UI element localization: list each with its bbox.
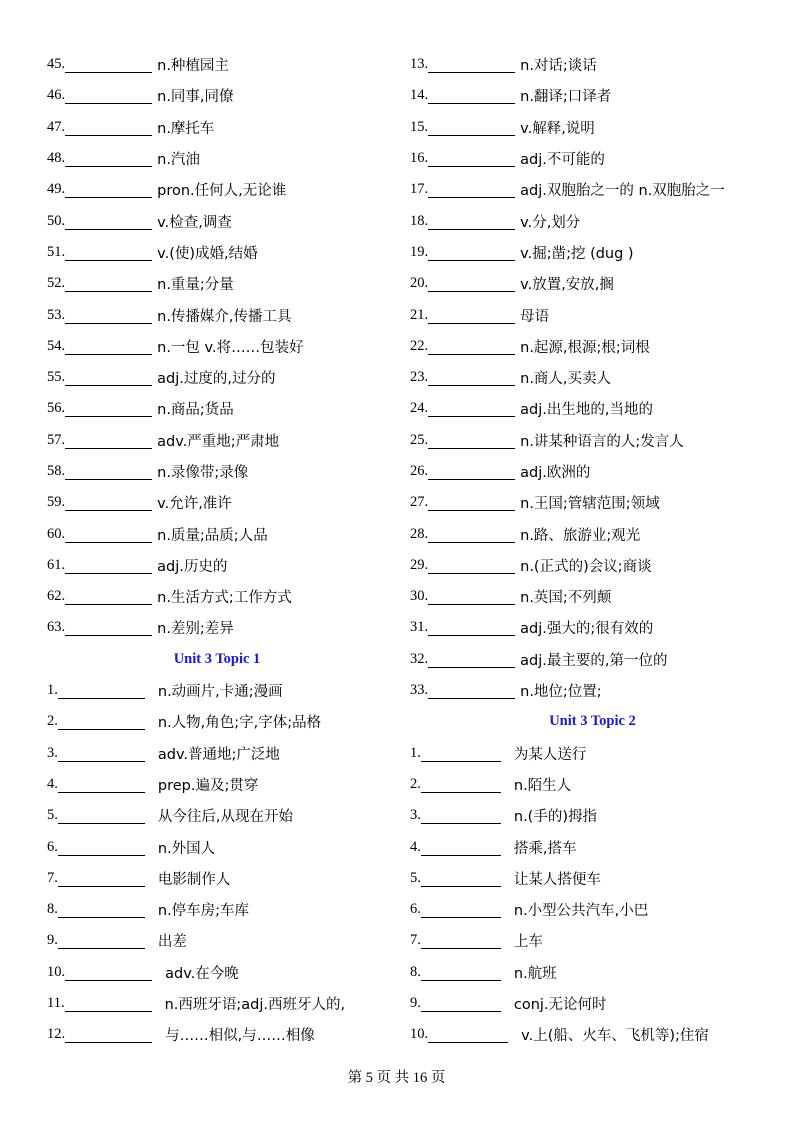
answer-blank[interactable]: [428, 307, 515, 324]
item-number: 14.: [410, 87, 429, 104]
answer-blank[interactable]: [65, 432, 152, 449]
answer-blank[interactable]: [58, 682, 145, 699]
answer-blank[interactable]: [421, 807, 501, 824]
vocab-row: [410, 612, 780, 643]
answer-blank[interactable]: [58, 776, 145, 793]
vocab-row: [47, 863, 397, 894]
item-definition: adj.过度的,过分的: [157, 371, 276, 388]
vocab-row: [410, 1019, 780, 1050]
item-number: 6.: [410, 901, 421, 918]
item-number: 5.: [47, 807, 58, 824]
vocab-row: [410, 863, 780, 894]
item-number: 53.: [47, 306, 66, 323]
vocab-row: [410, 675, 780, 706]
left-column: [47, 49, 397, 1051]
vocab-row: [410, 393, 780, 424]
item-number: 60.: [47, 525, 66, 542]
answer-blank[interactable]: [428, 338, 515, 355]
item-number: 8.: [47, 901, 58, 918]
vocab-row: [47, 800, 397, 831]
vocab-row: [410, 988, 780, 1019]
vocab-row: [410, 487, 780, 518]
vocab-row: [47, 205, 397, 236]
vocab-row: [410, 769, 780, 800]
answer-blank[interactable]: [65, 588, 152, 605]
item-number: 28.: [410, 525, 429, 542]
answer-blank[interactable]: [428, 275, 515, 292]
answer-blank[interactable]: [428, 369, 515, 386]
answer-blank[interactable]: [421, 839, 501, 856]
vocab-row: [410, 425, 780, 456]
item-definition: conj.无论何时: [513, 997, 607, 1014]
answer-blank[interactable]: [65, 557, 152, 574]
vocab-row: [410, 49, 780, 80]
vocab-row: [410, 237, 780, 268]
item-definition: v.掘;凿;挖 (dug ): [520, 245, 634, 262]
answer-blank[interactable]: [421, 745, 501, 762]
item-definition: 从今往后,从现在开始: [157, 809, 293, 826]
answer-blank[interactable]: [65, 1026, 152, 1043]
item-definition: v.解释,说明: [520, 120, 595, 137]
answer-blank[interactable]: [65, 87, 152, 104]
item-number: 22.: [410, 337, 429, 354]
answer-blank[interactable]: [58, 932, 145, 949]
answer-blank[interactable]: [65, 56, 152, 73]
answer-blank[interactable]: [65, 338, 152, 355]
item-definition: n.同事,同僚: [157, 89, 234, 106]
item-definition: adj.最主要的,第一位的: [520, 652, 668, 669]
answer-blank[interactable]: [58, 901, 145, 918]
answer-blank[interactable]: [65, 526, 152, 543]
item-number: 52.: [47, 275, 66, 292]
answer-blank[interactable]: [428, 588, 515, 605]
item-definition: n.人物,角色;字,字体;品格: [157, 715, 322, 732]
answer-blank[interactable]: [428, 526, 515, 543]
item-number: 7.: [47, 869, 58, 886]
item-definition: n.汽油: [157, 152, 200, 169]
item-number: 56.: [47, 400, 66, 417]
vocab-row: [47, 331, 397, 362]
vocab-row: [410, 550, 780, 581]
answer-blank[interactable]: [428, 1026, 508, 1043]
item-number: 26.: [410, 463, 429, 479]
right-list-a: [410, 49, 780, 706]
item-definition: adv.严重地;严肃地: [157, 433, 280, 450]
vocab-row: [410, 268, 780, 299]
item-number: 4.: [47, 775, 58, 792]
vocab-row: [47, 174, 397, 205]
item-number: 58.: [47, 463, 66, 479]
item-number: 6.: [47, 838, 58, 855]
item-number: 8.: [410, 963, 421, 980]
right-column: [410, 49, 780, 1051]
item-number: 48.: [47, 150, 66, 167]
item-definition: adj.出生地的,当地的: [520, 402, 653, 419]
vocab-row: [47, 268, 397, 299]
answer-blank[interactable]: [421, 870, 501, 887]
item-definition: n.陌生人: [513, 777, 572, 794]
item-number: 10.: [410, 1026, 429, 1043]
item-definition: adj.欧洲的: [520, 465, 591, 481]
vocab-row: [410, 644, 780, 675]
item-definition: 上车: [513, 934, 543, 951]
item-definition: n.西班牙语;adj.西班牙人的,: [164, 997, 346, 1014]
answer-blank[interactable]: [65, 494, 152, 511]
item-number: 49.: [47, 181, 66, 198]
answer-blank[interactable]: [428, 557, 515, 574]
item-definition: n.航班: [513, 965, 557, 982]
item-definition: adj.双胞胎之一的 n.双胞胎之一: [520, 183, 725, 200]
item-definition: n.路、旅游业;观光: [520, 527, 641, 544]
item-number: 30.: [410, 588, 429, 605]
vocab-row: [410, 362, 780, 393]
answer-blank[interactable]: [428, 87, 515, 104]
answer-blank[interactable]: [65, 150, 152, 167]
vocab-row: [410, 112, 780, 143]
vocab-row: [47, 80, 397, 111]
answer-blank[interactable]: [428, 150, 515, 167]
answer-blank[interactable]: [428, 119, 515, 136]
item-number: 1.: [410, 744, 421, 761]
item-definition: n.地位;位置;: [520, 684, 602, 701]
vocab-row: [47, 831, 397, 862]
item-definition: n.差别;差异: [157, 621, 234, 638]
vocab-row: [47, 49, 397, 80]
item-number: 47.: [47, 118, 66, 135]
answer-blank[interactable]: [421, 964, 501, 981]
section-heading-unit3-topic2: Unit 3 Topic 2: [549, 713, 636, 730]
answer-blank[interactable]: [428, 400, 515, 417]
vocab-row: [47, 299, 397, 330]
item-definition: n.质量;品质;人品: [157, 527, 268, 544]
vocab-row: [47, 237, 397, 268]
item-number: 4.: [410, 838, 421, 855]
answer-blank[interactable]: [65, 964, 152, 981]
item-number: 54.: [47, 337, 66, 354]
vocab-row: [47, 550, 397, 581]
vocab-row: [47, 706, 397, 737]
answer-blank[interactable]: [65, 244, 152, 261]
item-definition: n.对话;谈话: [520, 58, 597, 75]
answer-blank[interactable]: [421, 995, 501, 1012]
answer-blank[interactable]: [65, 213, 152, 230]
item-definition: v.允许,准许: [157, 496, 232, 513]
vocab-row: [410, 894, 780, 925]
item-number: 17.: [410, 181, 429, 198]
item-definition: n.录像带;录像: [157, 465, 249, 481]
item-definition: n.王国;管辖范围;领域: [520, 496, 660, 513]
answer-blank[interactable]: [428, 619, 515, 636]
item-definition: n.商人,买卖人: [520, 371, 612, 388]
vocab-row: [47, 143, 397, 174]
item-definition: 电影制作人: [157, 871, 231, 888]
vocab-row: [410, 831, 780, 862]
vocab-row: [410, 143, 780, 174]
item-definition: 与……相似,与……相像: [165, 1028, 315, 1045]
item-definition: adj.历史的: [157, 558, 228, 575]
item-number: 32.: [410, 650, 429, 667]
item-definition: n.传播媒介,传播工具: [157, 308, 292, 325]
item-number: 3.: [410, 807, 421, 824]
answer-blank[interactable]: [428, 56, 515, 73]
vocab-row: [410, 518, 780, 549]
vocab-row: [410, 205, 780, 236]
item-definition: 搭乘,搭车: [513, 840, 577, 857]
item-definition: v.上(船、火车、飞机等);住宿: [521, 1028, 709, 1045]
vocab-row: [47, 487, 397, 518]
item-definition: adj.不可能的: [520, 152, 605, 169]
vocab-row: [47, 675, 397, 706]
answer-blank[interactable]: [428, 181, 515, 198]
item-number: 20.: [410, 275, 429, 292]
answer-blank[interactable]: [421, 776, 501, 793]
page-footer: 第 5 页 共 16 页: [347, 1070, 446, 1086]
item-definition: n.英国;不列颠: [520, 590, 612, 607]
item-number: 16.: [410, 150, 429, 167]
item-number: 18.: [410, 212, 429, 229]
vocab-row: [410, 331, 780, 362]
item-definition: n.重量;分量: [157, 277, 234, 294]
item-number: 57.: [47, 431, 66, 448]
item-number: 11.: [47, 995, 65, 1012]
item-definition: v.(使)成婚,结婚: [157, 245, 258, 262]
vocab-row: [47, 894, 397, 925]
item-definition: n.讲某种语言的人;发言人: [520, 433, 684, 450]
item-definition: adj.强大的;很有效的: [520, 621, 654, 638]
item-number: 51.: [47, 243, 66, 260]
item-number: 31.: [410, 619, 429, 636]
vocab-row: [410, 80, 780, 111]
item-number: 45.: [47, 56, 66, 73]
item-definition: n.(正式的)会议;商谈: [520, 558, 652, 575]
answer-blank[interactable]: [428, 651, 515, 668]
vocab-row: [47, 988, 397, 1019]
vocab-row: [47, 738, 397, 769]
vocab-row: [47, 518, 397, 549]
left-list-b: [47, 675, 397, 1051]
item-number: 7.: [410, 932, 421, 949]
item-definition: n.(手的)拇指: [513, 809, 597, 826]
item-number: 15.: [410, 118, 429, 135]
item-definition: n.停车房;车库: [157, 903, 250, 920]
item-definition: n.起源,根源;根;词根: [520, 339, 650, 356]
item-definition: n.外国人: [157, 840, 216, 857]
answer-blank[interactable]: [58, 713, 145, 730]
answer-blank[interactable]: [65, 995, 152, 1012]
item-number: 59.: [47, 494, 66, 511]
item-number: 27.: [410, 494, 429, 511]
answer-blank[interactable]: [58, 839, 145, 856]
item-number: 61.: [47, 556, 66, 573]
item-definition: n.种植园主: [157, 58, 229, 75]
answer-blank[interactable]: [58, 870, 145, 887]
item-number: 33.: [410, 682, 429, 699]
vocab-row: [47, 456, 397, 487]
item-number: 13.: [410, 56, 429, 73]
vocab-row: [47, 769, 397, 800]
item-number: 1.: [47, 682, 58, 699]
item-definition: n.摩托车: [157, 120, 215, 137]
item-number: 9.: [410, 995, 421, 1012]
vocab-row: [47, 957, 397, 988]
answer-blank[interactable]: [65, 119, 152, 136]
item-definition: pron.任何人,无论谁: [157, 183, 287, 200]
answer-blank[interactable]: [428, 213, 515, 230]
answer-blank[interactable]: [58, 807, 145, 824]
item-definition: n.翻译;口译者: [520, 89, 612, 106]
vocab-row: [410, 738, 780, 769]
item-number: 2.: [410, 775, 421, 792]
right-list-b: [410, 738, 780, 1051]
item-definition: 出差: [157, 934, 187, 951]
item-number: 19.: [410, 243, 429, 260]
vocab-row: [410, 925, 780, 956]
answer-blank[interactable]: [421, 901, 501, 918]
item-number: 46.: [47, 87, 66, 104]
item-definition: adv.在今晚: [165, 965, 239, 982]
item-definition: v.分,划分: [520, 214, 581, 231]
item-number: 5.: [410, 869, 421, 886]
vocab-row: [410, 456, 780, 487]
vocab-row: [47, 112, 397, 143]
item-number: 12.: [47, 1026, 66, 1043]
answer-blank[interactable]: [428, 244, 515, 261]
answer-blank[interactable]: [65, 307, 152, 324]
vocab-row: [47, 1019, 397, 1050]
item-definition: adv.普通地;广泛地: [157, 746, 280, 763]
vocab-row: [47, 425, 397, 456]
vocab-row: [410, 174, 780, 205]
item-number: 55.: [47, 369, 66, 386]
item-number: 50.: [47, 212, 66, 229]
vocab-row: [47, 362, 397, 393]
section-heading-unit3-topic1: Unit 3 Topic 1: [173, 650, 261, 667]
item-number: 29.: [410, 556, 429, 573]
answer-blank[interactable]: [65, 275, 152, 292]
vocab-row: [410, 581, 780, 612]
item-definition: n.生活方式;工作方式: [157, 590, 292, 607]
vocab-row: [47, 925, 397, 956]
item-number: 25.: [410, 431, 429, 448]
item-number: 9.: [47, 932, 58, 949]
answer-blank[interactable]: [65, 400, 152, 417]
item-number: 62.: [47, 588, 66, 605]
item-number: 3.: [47, 744, 58, 761]
vocab-row: [410, 299, 780, 330]
answer-blank[interactable]: [421, 932, 501, 949]
answer-blank[interactable]: [428, 432, 515, 449]
answer-blank[interactable]: [428, 463, 515, 480]
item-number: 23.: [410, 369, 429, 386]
item-number: 21.: [410, 306, 429, 323]
answer-blank[interactable]: [65, 369, 152, 386]
item-definition: 母语: [520, 308, 550, 325]
answer-blank[interactable]: [65, 619, 152, 636]
item-number: 2.: [47, 713, 58, 730]
item-definition: n.一包 v.将……包装好: [157, 339, 304, 356]
item-definition: n.小型公共汽车,小巴: [513, 903, 649, 920]
item-number: 24.: [410, 400, 429, 417]
item-definition: v.放置,安放,搁: [520, 277, 614, 294]
answer-blank[interactable]: [65, 181, 152, 198]
answer-blank[interactable]: [428, 494, 515, 511]
vocab-row: [47, 393, 397, 424]
vocab-row: [47, 612, 397, 643]
item-definition: n.商品;货品: [157, 402, 234, 419]
vocab-row: [47, 581, 397, 612]
left-list-a: [47, 49, 397, 644]
item-definition: n.动画片,卡通;漫画: [157, 684, 283, 701]
vocab-row: [410, 800, 780, 831]
item-number: 10.: [47, 963, 66, 980]
answer-blank[interactable]: [428, 682, 515, 699]
item-number: 63.: [47, 619, 66, 636]
answer-blank[interactable]: [58, 745, 145, 762]
item-definition: v.检查,调查: [157, 214, 232, 231]
item-definition: prep.遍及;贯穿: [157, 777, 259, 794]
item-definition: 让某人搭便车: [513, 871, 601, 888]
answer-blank[interactable]: [65, 463, 152, 480]
vocab-row: [410, 957, 780, 988]
item-definition: 为某人送行: [513, 746, 587, 763]
